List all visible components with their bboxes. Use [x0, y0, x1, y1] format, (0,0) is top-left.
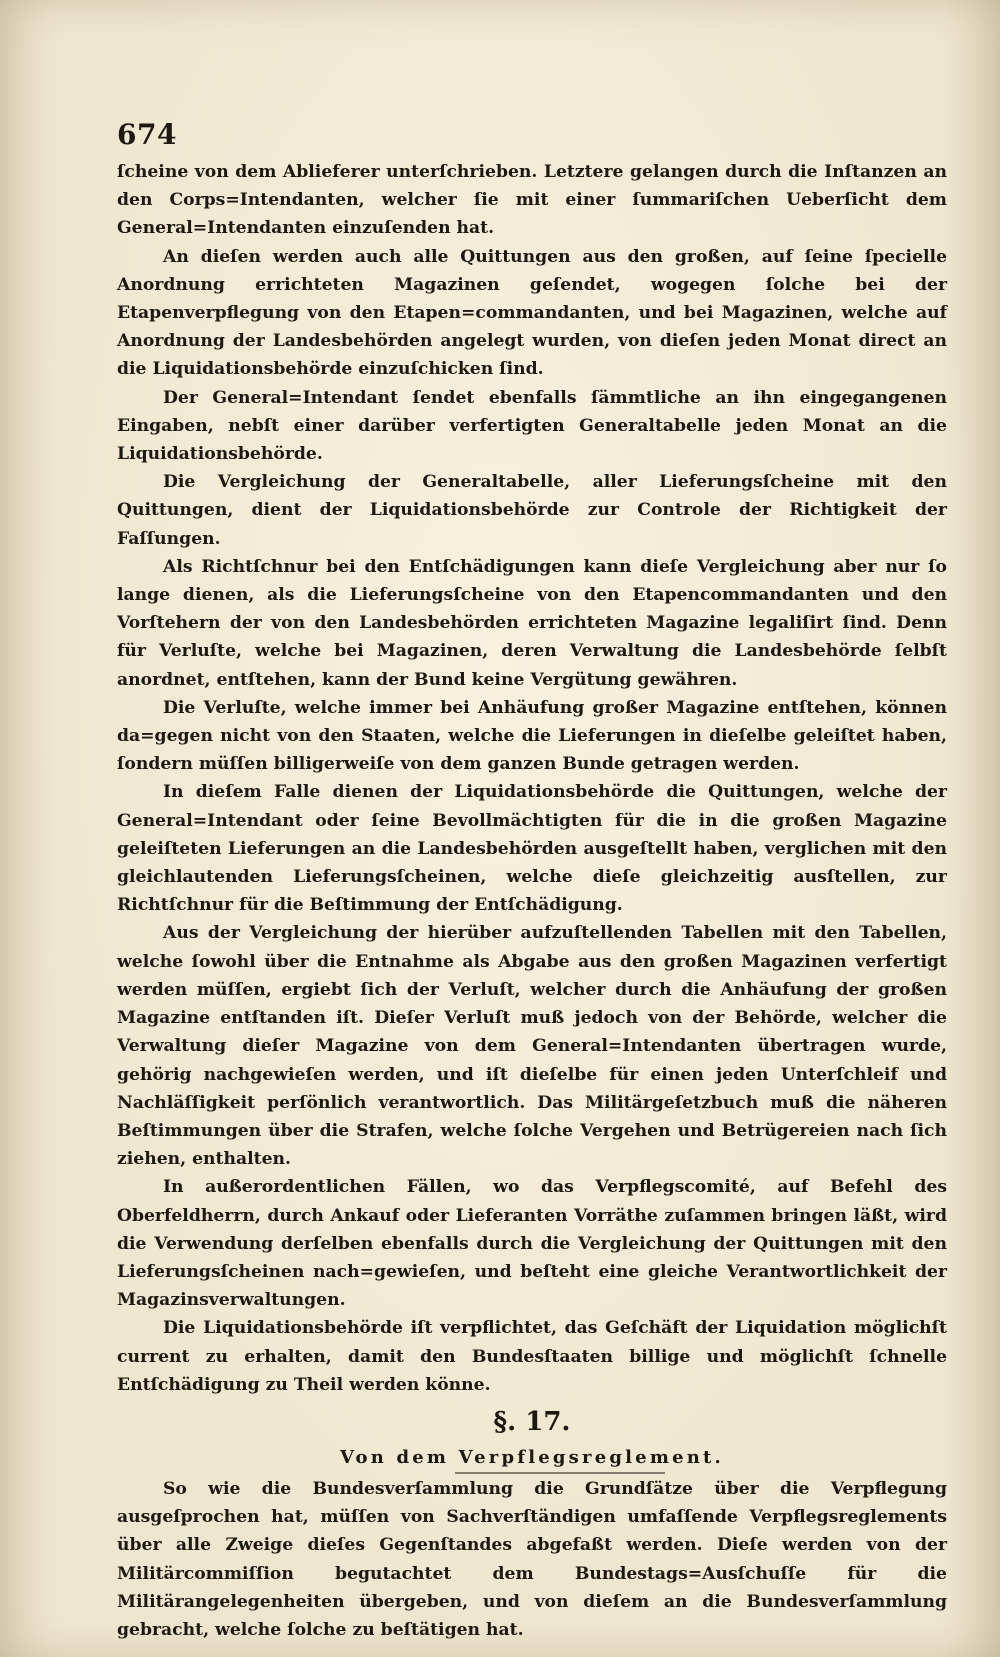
paragraph: Die Vergleichung der Generaltabelle, aller Lieferungsſcheine mit den Quittungen, dient der Liquidationsbehörde zur Controle der Richtigkeit der Faſſungen.: [117, 472, 947, 549]
paragraph: In dieſem Falle dienen der Liquidationsbehörde die Quittungen, welche der General=Intendant oder ſeine Bevollmächtigten für die in die großen Magazine geleiſteten Lieferungen an die Landesbehörden ausgeſtellt haben, verglichen mit den gleichlautenden Lieferungsſcheinen, welche dieſe gleichzeitig ausſtellen, zur Richtſchnur für die Beſtimmung der Entſchädigung.: [117, 782, 947, 916]
section-title: Von dem Verpflegsreglement.: [340, 1446, 724, 1468]
paragraph: In außerordentlichen Fällen, wo das Verpflegscomité, auf Befehl des Oberfeldherrn, durch Ankauf oder Lieferanten Vorräthe zuſammen bringen läßt, wird die Verwendung derſelben ebenfalls durch die Vergleichung der Quittungen mit den Lieferungsſcheinen nach=gewieſen, und beſteht eine gleiche Verantwortlichkeit der Magazinsverwaltungen.: [117, 1177, 947, 1311]
paragraph-continued: ſcheine von dem Ablieferer unterſchrieben. Letztere gelangen durch die Inſtanzen an den Corps=Intendanten, welcher ſie mit einer ſummariſchen Ueberſicht dem General=Intendanten einzuſenden hat.: [117, 162, 947, 239]
paragraph: Der General=Intendant ſendet ebenfalls ſämmtliche an ihn eingegangenen Eingaben, nebſt einer darüber verfertigten Generaltabelle jeden Monat an die Liquidationsbehörde.: [117, 387, 947, 465]
page-content: [117, 118, 947, 1644]
paragraph: Aus der Vergleichung der hierüber aufzuſtellenden Tabellen mit den Tabellen, welche ſowohl über die Entnahme als Abgabe aus den großen Magazinen verfertigt werden müſſen, ergiebt ſich der Verluſt, welcher durch die Anhäufung der großen Magazine entſtanden iſt. Dieſer Verluſt muß jedoch von der Behörde, welcher die Verwaltung dieſer Magazine von dem General=Intendanten übertragen wurde, gehörig nachgewieſen werden, und iſt dieſelbe für einen jeden Unterſchleif und Nachläſſigkeit perſönlich verantwortlich. Das Militärgeſetzbuch muß die näheren Beſtimmungen über die Strafen, welche ſolche Vergehen und Betrügereien nach ſich ziehen, enthalten.: [117, 923, 947, 1170]
paragraph: Die Liquidationsbehörde iſt verpflichtet, das Geſchäft der Liquidation möglichſt current zu erhalten, damit den Bundesſtaaten billige und möglichſt ſchnelle Entſchädigung zu Theil werden könne.: [117, 1318, 947, 1395]
section-number: §. 17.: [493, 1406, 571, 1437]
closing-rule: [455, 1472, 665, 1474]
section-paragraph: So wie die Bundesverſammlung die Grundſätze über die Verpflegung ausgeſprochen hat, müſſen von Sachverſtändigen umfaſſende Verpflegsreglements über alle Zweige dieſes Gegenſtandes abgefaßt werden. Dieſe werden von der Militärcommiſſion begutachtet dem Bundestags=Ausſchuſſe für die Militärangelegenheiten übergeben, und von dieſem an die Bundesverſammlung gebracht, welche ſolche zu beſtätigen hat.: [117, 1478, 947, 1640]
paragraph: Die Verluſte, welche immer bei Anhäufung großer Magazine entſtehen, können da=gegen nicht von den Staaten, welche die Lieferungen in dieſelbe geleiſtet haben, ſondern müſſen billigerweiſe von dem ganzen Bunde getragen werden.: [117, 697, 947, 775]
page-number: 674: [117, 118, 177, 151]
paragraph: An dieſen werden auch alle Quittungen aus den großen, auf ſeine ſpecielle Anordnung errichteten Magazinen geſendet, wogegen ſolche bei der Etapenverpflegung von den Etapen=commandanten, und bei Magazinen, welche auf Anordnung der Landesbehörden angelegt wurden, von dieſen jeden Monat direct an die Liquidationsbehörde einzuſchicken ſind.: [117, 246, 947, 380]
paragraph: Als Richtſchnur bei den Entſchädigungen kann dieſe Vergleichung aber nur ſo lange dienen, als die Lieferungsſcheine von den Etapencommandanten und den Vorſtehern der von den Landesbehörden errichteten Magazine legaliſirt ſind. Denn für Verluſte, welche bei Magazinen, deren Verwaltung die Landesbehörde ſelbſt anordnet, entſtehen, kann der Bund keine Vergütung gewähren.: [117, 556, 947, 690]
